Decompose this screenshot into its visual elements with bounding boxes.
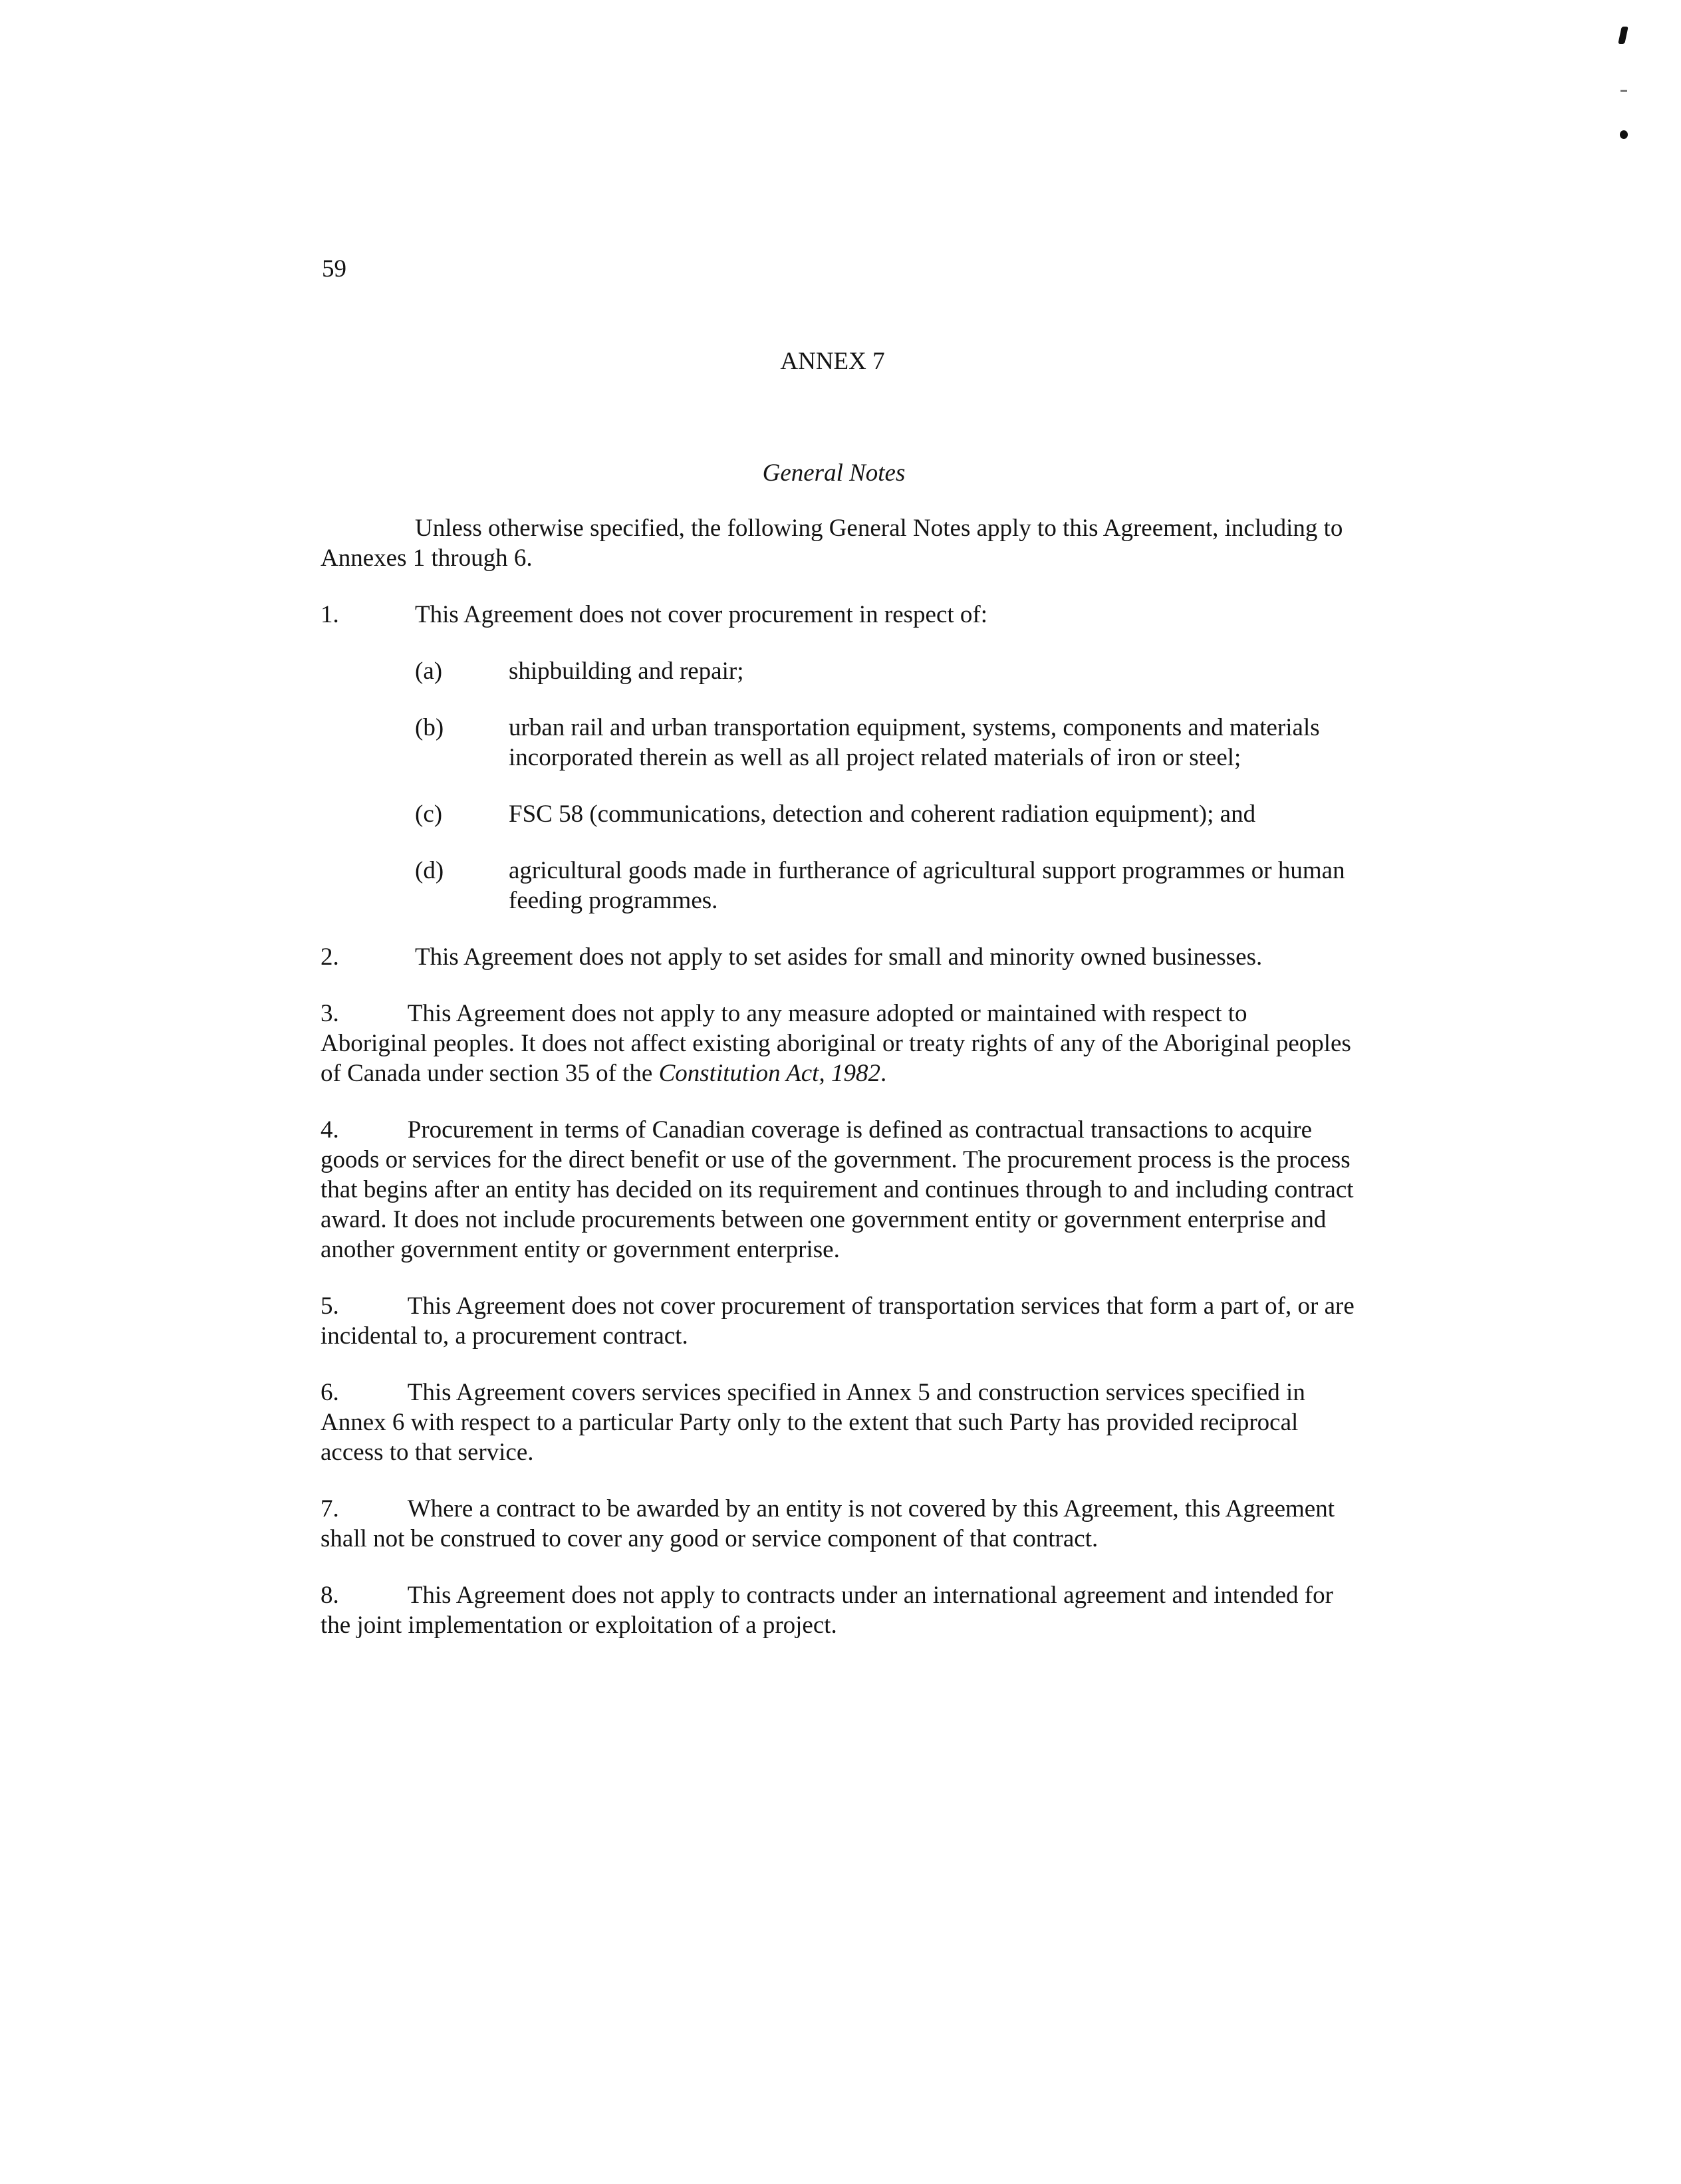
note-number: 4.	[321, 1116, 339, 1144]
note-text: This Agreement does not apply to contracts under an international agreement and intended for the joint implementation or exploitation of a project.	[321, 1582, 1333, 1639]
note-number: 6.	[321, 1379, 339, 1406]
scan-artifact	[1620, 130, 1628, 139]
general-note-4	[321, 1115, 1358, 1265]
subitem-text: FSC 58 (communications, detection and coherent radiation equipment); and	[509, 800, 1256, 828]
subitem-c	[321, 799, 1358, 829]
subitem-letter: (b)	[415, 714, 444, 741]
intro-paragraph: Unless otherwise specified, the following General Notes apply to this Agreement, including to Annexes 1 through 6.	[321, 515, 1343, 572]
note-number: 3.	[321, 1000, 339, 1027]
note-text: This Agreement does not cover procurement in respect of:	[415, 601, 987, 628]
annex-title	[0, 346, 1681, 378]
note-text: Procurement in terms of Canadian coverage is defined as contractual transactions to acquire goods or services for the direct benefit or use of the government. The procurement process is the process that begins after an entity has decided on its requirement and continues through to and including contract award. It does not include procurements between one government entity or government enterprise and another government entity or government enterprise.	[321, 1116, 1354, 1263]
subitem-text: shipbuilding and repair;	[509, 658, 744, 685]
note-text: This Agreement does not apply to set asides for small and minority owned businesses.	[415, 943, 1263, 971]
note-text: This Agreement covers services specified in Annex 5 and construction services specified in Annex 6 with respect to a particular Party only to the extent that such Party has provided reciprocal access to that service.	[321, 1379, 1305, 1466]
general-note-2	[321, 942, 1358, 972]
page-number: 59	[322, 255, 346, 283]
general-note-5	[321, 1291, 1358, 1351]
scan-artifact	[1618, 27, 1628, 44]
subitem-letter: (c)	[415, 800, 443, 828]
subitem-b	[321, 713, 1358, 773]
general-note-7	[321, 1494, 1358, 1554]
subitem-letter: (d)	[415, 857, 444, 884]
note-number: 2.	[321, 943, 339, 971]
note-number: 8.	[321, 1582, 339, 1609]
subitem-text: urban rail and urban transportation equipment, systems, components and materials incorporated therein as well as all project related materials of iron or steel;	[509, 714, 1320, 771]
general-note-8	[321, 1580, 1358, 1640]
note-text: Where a contract to be awarded by an entity is not covered by this Agreement, this Agreement shall not be construed to cover any good or service component of that contract.	[321, 1495, 1335, 1552]
note-1-subitems	[321, 656, 1358, 915]
general-note-3	[321, 999, 1358, 1088]
act-title: Constitution Act, 1982	[658, 1060, 880, 1087]
section-title	[0, 457, 1681, 489]
subitem-d	[321, 856, 1358, 915]
subitem-text: agricultural goods made in furtherance of agricultural support programmes or human feeding programmes.	[509, 857, 1345, 914]
note-text-end: .	[880, 1060, 887, 1087]
subitem-a	[321, 656, 1358, 686]
general-note-6	[321, 1378, 1358, 1467]
document-body	[321, 513, 1358, 1667]
scan-artifact	[1620, 90, 1627, 92]
general-note-1	[321, 600, 1358, 630]
annex-title-text: ANNEX 7	[780, 348, 885, 375]
note-number: 5.	[321, 1292, 339, 1320]
note-text: This Agreement does not cover procurement of transportation services that form a part of, or are incidental to, a procurement contract.	[321, 1292, 1355, 1350]
note-text: This Agreement does not apply to any measure adopted or maintained with respect to Aboriginal peoples. It does not affect existing aboriginal or treaty rights of any of the Aboriginal peoples of Canada under section 35 of the	[321, 1000, 1351, 1087]
note-number: 1.	[321, 601, 339, 628]
subitem-letter: (a)	[415, 658, 443, 685]
note-number: 7.	[321, 1495, 339, 1522]
section-title-text: General Notes	[762, 459, 906, 487]
